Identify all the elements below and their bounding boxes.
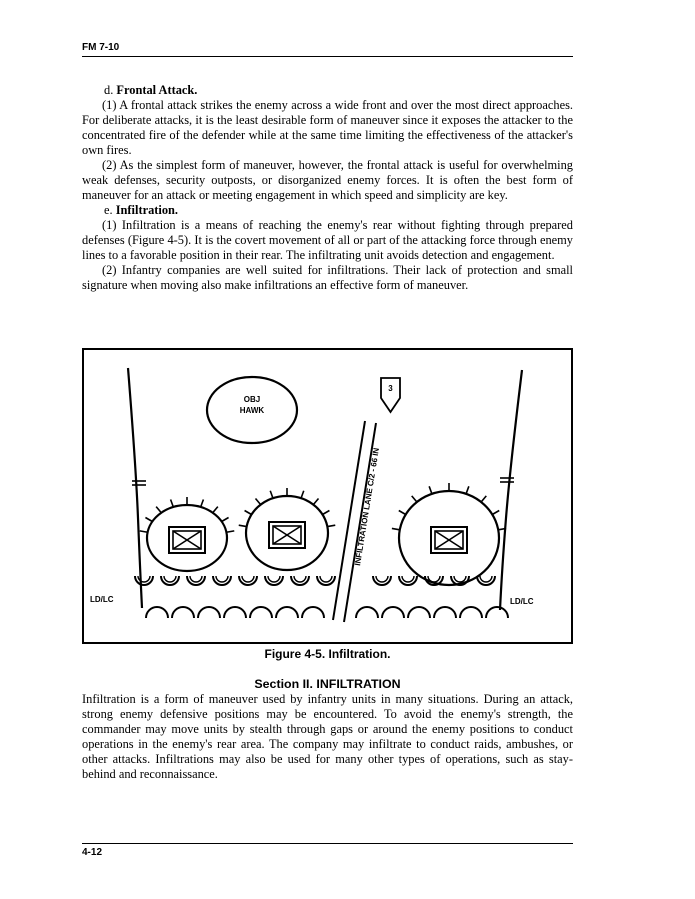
obstacle-mine — [486, 607, 508, 618]
right-phase-line-tick — [500, 478, 514, 482]
ldlc-left-label: LD/LC — [90, 595, 114, 604]
infantry-unit-symbol — [269, 522, 305, 548]
frontal-attack-paragraph-1: (1) A frontal attack strikes the enemy across a wide front and over the most direct approaches. For deliberate attacks, it is the least desirable form of maneuver since it exposes the attacker to the concentrated fire of the defender while at the same time limiting the effectiveness of the attacker's own fires. — [82, 98, 573, 157]
section-paragraph: Infiltration is a form of maneuver used by infantry units in many situations. During an attack, strong enemy defensive positions may be encountered. To avoid the enemy's strength, the commander may move units by stealth through gaps or around the enemy positions to conduct operations in the enemy's rear area. The company may infiltrate to conduct raids, ambushes, or other attacks. Infiltrations may also be used for many other types of operations, such as stay-behind and reconnaissance. — [82, 692, 573, 781]
obstacle-wire-inner — [320, 576, 332, 582]
obstacle-mine — [276, 607, 298, 618]
infiltration-figure — [82, 348, 573, 644]
enemy-strongpoint — [140, 497, 235, 571]
obstacle-wire-inner — [376, 576, 388, 582]
footer-rule — [82, 843, 573, 844]
obstacle-wire-inner — [428, 576, 440, 582]
obstacle-wire-inner — [164, 576, 176, 582]
infiltration-paragraph-2: (2) Infantry companies are well suited for infiltrations. Their lack of protection and small signature when moving also make infiltrations an effective form of maneuver. — [82, 263, 573, 292]
infiltration-title: Infiltration. — [115, 203, 179, 217]
enemy-positions — [140, 483, 506, 585]
obstacle-wire-inner — [294, 576, 306, 582]
page-number: 4-12 — [82, 847, 103, 858]
obstacle-wire-inner — [454, 576, 466, 582]
obstacle-belt — [135, 576, 508, 618]
infiltration-lane-label: INFILTRATION LANE C/2 - 66 IN — [353, 447, 382, 567]
enemy-strongpoint — [392, 483, 506, 585]
figure-caption: Figure 4-5. Infiltration. — [264, 647, 391, 661]
obstacle-mine — [408, 607, 430, 618]
objective-label-line1: OBJ — [243, 395, 261, 404]
unit-marker-number: 3 — [388, 384, 393, 393]
section-title: Section II. INFILTRATION — [254, 677, 401, 691]
infiltration-paragraph-1: (1) Infiltration is a means of reaching the enemy's rear without fighting through prepared defenses (Figure 4-5). It is the covert movement of all or part of the attacking force through enemy lines to a favorable position in their rear. The infiltrating unit avoids detection and engagement. — [82, 218, 573, 262]
header-rule — [82, 56, 573, 57]
obstacle-wire-inner — [402, 576, 414, 582]
obstacle-wire-inner — [216, 576, 228, 582]
infantry-unit-symbol — [431, 527, 467, 553]
obstacle-mine — [460, 607, 482, 618]
infiltration-heading — [82, 203, 573, 218]
obstacle-mine — [172, 607, 194, 618]
obstacle-wire-inner — [242, 576, 254, 582]
left-phase-line-tick — [132, 481, 146, 485]
body-text-section — [82, 692, 573, 782]
obstacle-mine — [250, 607, 272, 618]
body-text-upper — [82, 83, 573, 293]
running-header: FM 7-10 — [82, 42, 120, 53]
ldlc-right-label: LD/LC — [510, 597, 534, 606]
frontal-attack-letter: d. — [104, 83, 114, 97]
frontal-attack-paragraph-2: (2) As the simplest form of maneuver, however, the frontal attack is useful for overwhelming weak defenses, security outposts, or disorganized enemy forces. It is often the best form of maneuver for an attack or meeting engagement in which speed and simplicity are key. — [82, 158, 573, 202]
infiltration-lane — [333, 421, 376, 622]
obstacle-wire-inner — [268, 576, 280, 582]
obstacle-mine — [302, 607, 324, 618]
right-phase-line — [500, 370, 522, 610]
infantry-unit-symbol — [169, 527, 205, 553]
objective-label-line2: HAWK — [239, 406, 265, 415]
frontal-attack-title: Frontal Attack. — [116, 83, 198, 97]
unit-marker-3 — [381, 378, 400, 412]
obstacle-mine — [356, 607, 378, 618]
enemy-strongpoint — [239, 488, 336, 570]
obstacle-wire-inner — [480, 576, 492, 582]
frontal-attack-heading — [82, 83, 573, 98]
obstacle-mine — [434, 607, 456, 618]
figure-frame — [83, 349, 572, 643]
obstacle-mine — [198, 607, 220, 618]
obstacle-mine — [224, 607, 246, 618]
obstacle-wire-inner — [190, 576, 202, 582]
obstacle-mine — [382, 607, 404, 618]
infiltration-letter: e. — [104, 203, 113, 217]
obstacle-mine — [146, 607, 168, 618]
left-phase-line — [128, 368, 142, 608]
